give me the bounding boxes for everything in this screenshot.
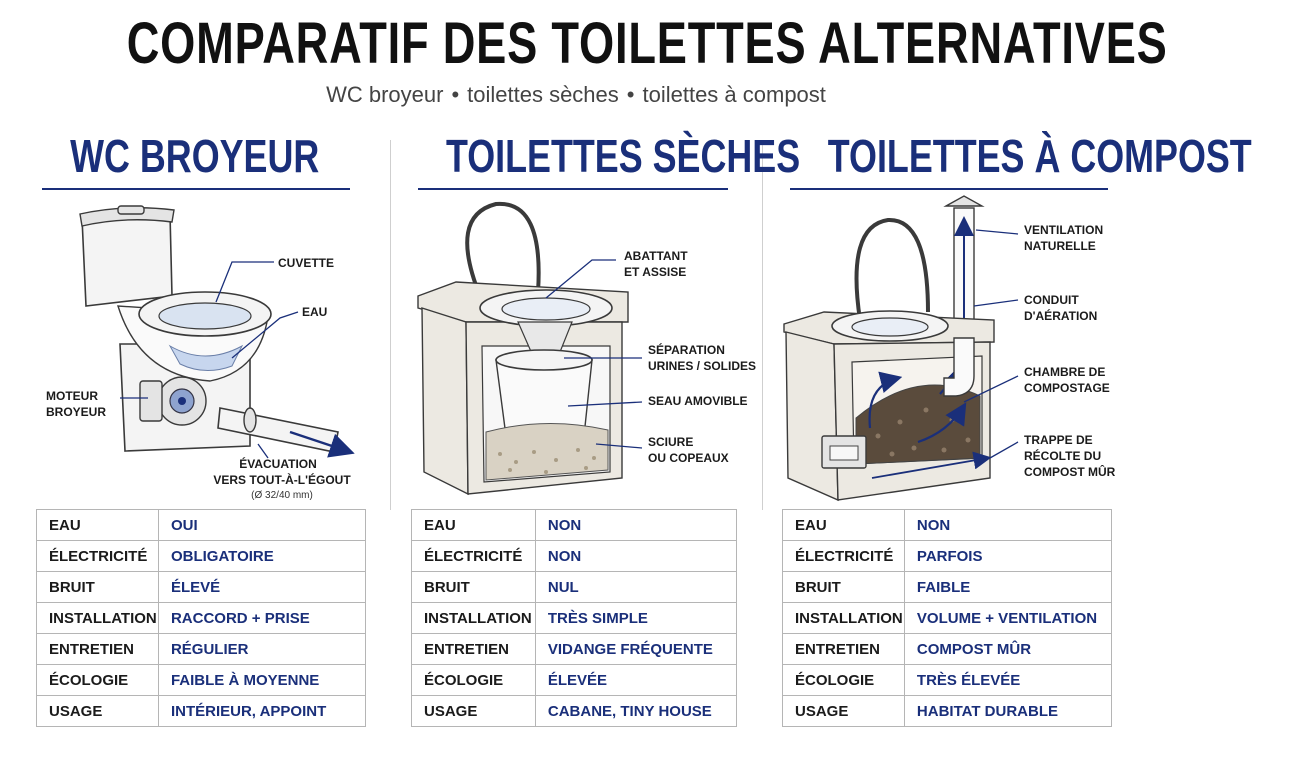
value-cell: TRÈS SIMPLE bbox=[535, 603, 736, 634]
table-row bbox=[37, 572, 366, 603]
compost-box-side bbox=[786, 332, 838, 500]
subtitle-toilettes-seches: toilettes sèches bbox=[467, 82, 619, 107]
criterion-cell: ENTRETIEN bbox=[783, 634, 905, 665]
label-copeaux: OU COPEAUX bbox=[648, 451, 729, 465]
value-cell: NON bbox=[904, 510, 1111, 541]
criterion-cell: BRUIT bbox=[412, 572, 536, 603]
criterion-cell: ÉCOLOGIE bbox=[37, 665, 159, 696]
value-cell: NUL bbox=[535, 572, 736, 603]
column-divider bbox=[762, 140, 763, 510]
criterion-cell: ÉLECTRICITÉ bbox=[783, 541, 905, 572]
table-row bbox=[412, 634, 737, 665]
heading-wc-broyeur: WC BROYEUR bbox=[70, 130, 320, 182]
value-cell: NON bbox=[535, 510, 736, 541]
table-row bbox=[783, 572, 1112, 603]
criterion-cell: ÉCOLOGIE bbox=[412, 665, 536, 696]
table-row bbox=[783, 634, 1112, 665]
value-cell: OBLIGATOIRE bbox=[158, 541, 365, 572]
table-row bbox=[412, 665, 737, 696]
value-cell: ÉLEVÉE bbox=[535, 665, 736, 696]
table-wc-broyeur bbox=[36, 509, 366, 727]
value-cell: FAIBLE À MOYENNE bbox=[158, 665, 365, 696]
value-cell: NON bbox=[535, 541, 736, 572]
value-cell: RACCORD + PRISE bbox=[158, 603, 365, 634]
label-recolte: RÉCOLTE DU bbox=[1024, 449, 1102, 463]
criterion-cell: USAGE bbox=[37, 696, 159, 727]
table-row bbox=[783, 603, 1112, 634]
table-row bbox=[37, 510, 366, 541]
table-row bbox=[37, 634, 366, 665]
label-urines-solides: URINES / SOLIDES bbox=[648, 359, 757, 373]
criterion-cell: INSTALLATION bbox=[783, 603, 905, 634]
tank-shape bbox=[82, 214, 172, 306]
label-diametre: (Ø 32/40 mm) bbox=[251, 490, 313, 501]
table-row bbox=[783, 510, 1112, 541]
criterion-cell: ÉCOLOGIE bbox=[783, 665, 905, 696]
label-assise: ET ASSISE bbox=[624, 265, 687, 279]
table-row bbox=[37, 665, 366, 696]
wc-broyeur-illustration bbox=[20, 196, 370, 508]
box-side bbox=[422, 308, 468, 494]
value-cell: VIDANGE FRÉQUENTE bbox=[535, 634, 736, 665]
table-row bbox=[37, 541, 366, 572]
criterion-cell: BRUIT bbox=[37, 572, 159, 603]
table-row bbox=[412, 572, 737, 603]
table-row bbox=[783, 541, 1112, 572]
label-aeration: D'AÉRATION bbox=[1024, 309, 1098, 323]
table-row bbox=[412, 696, 737, 727]
chimney-cap bbox=[946, 196, 982, 206]
criterion-cell: INSTALLATION bbox=[37, 603, 159, 634]
value-cell: COMPOST MÛR bbox=[904, 634, 1111, 665]
label-compost-mur: COMPOST MÛR bbox=[1024, 465, 1116, 479]
subtitle-toilettes-compost: toilettes à compost bbox=[642, 82, 826, 107]
table-toilettes-seches bbox=[411, 509, 737, 727]
value-cell: RÉGULIER bbox=[158, 634, 365, 665]
table-row bbox=[37, 696, 366, 727]
label-broyeur: BROYEUR bbox=[46, 405, 107, 419]
value-cell: HABITAT DURABLE bbox=[904, 696, 1111, 727]
value-cell: CABANE, TINY HOUSE bbox=[535, 696, 736, 727]
criterion-cell: USAGE bbox=[412, 696, 536, 727]
label-separation: SÉPARATION bbox=[648, 343, 725, 357]
criterion-cell: ÉLECTRICITÉ bbox=[412, 541, 536, 572]
heading-toilettes-seches: TOILETTES SÈCHES bbox=[445, 130, 801, 182]
heading-underline bbox=[418, 188, 728, 190]
subtitle-wc-broyeur: WC broyeur bbox=[326, 82, 444, 107]
criterion-cell: ÉLECTRICITÉ bbox=[37, 541, 159, 572]
table-row bbox=[783, 665, 1112, 696]
value-cell: ÉLEVÉ bbox=[158, 572, 365, 603]
label-evacuation: ÉVACUATION bbox=[239, 457, 317, 471]
table-row bbox=[37, 603, 366, 634]
value-cell: FAIBLE bbox=[904, 572, 1111, 603]
label-ventilation: VENTILATION bbox=[1024, 223, 1104, 237]
subtitle-separator: • bbox=[451, 82, 460, 107]
criterion-cell: INSTALLATION bbox=[412, 603, 536, 634]
label-seau: SEAU AMOVIBLE bbox=[648, 394, 748, 408]
criterion-cell: ENTRETIEN bbox=[412, 634, 536, 665]
value-cell: VOLUME + VENTILATION bbox=[904, 603, 1111, 634]
label-cuvette: CUVETTE bbox=[278, 256, 335, 270]
page-title: COMPARATIF DES TOILETTES ALTERNATIVES bbox=[126, 11, 1168, 76]
heading-underline bbox=[42, 188, 350, 190]
criterion-cell: EAU bbox=[783, 510, 905, 541]
table-row bbox=[412, 510, 737, 541]
value-cell: INTÉRIEUR, APPOINT bbox=[158, 696, 365, 727]
label-egout: VERS TOUT-À-L'ÉGOUT bbox=[213, 473, 351, 487]
label-trappe: TRAPPE DE bbox=[1024, 433, 1093, 447]
label-abattant: ABATTANT bbox=[624, 249, 688, 263]
label-conduit: CONDUIT bbox=[1024, 293, 1079, 307]
label-eau: EAU bbox=[302, 305, 328, 319]
table-row bbox=[412, 541, 737, 572]
toilettes-compost-illustration bbox=[768, 196, 1132, 508]
label-moteur: MOTEUR bbox=[46, 389, 98, 403]
page-subtitle bbox=[0, 80, 1152, 110]
subtitle-separator: • bbox=[626, 82, 635, 107]
value-cell: PARFOIS bbox=[904, 541, 1111, 572]
label-chambre: CHAMBRE DE bbox=[1024, 365, 1106, 379]
label-naturelle: NATURELLE bbox=[1024, 239, 1096, 253]
criterion-cell: EAU bbox=[37, 510, 159, 541]
table-row bbox=[783, 696, 1112, 727]
value-cell: TRÈS ÉLEVÉE bbox=[904, 665, 1111, 696]
heading-underline bbox=[790, 188, 1108, 190]
value-cell: OUI bbox=[158, 510, 365, 541]
heading-toilettes-compost: TOILETTES À COMPOST bbox=[827, 130, 1252, 182]
criterion-cell: ENTRETIEN bbox=[37, 634, 159, 665]
label-compostage: COMPOSTAGE bbox=[1024, 381, 1110, 395]
table-row bbox=[412, 603, 737, 634]
column-divider bbox=[390, 140, 391, 510]
table-toilettes-compost bbox=[782, 509, 1112, 727]
toilettes-seches-illustration bbox=[396, 196, 756, 508]
criterion-cell: BRUIT bbox=[783, 572, 905, 603]
criterion-cell: USAGE bbox=[783, 696, 905, 727]
criterion-cell: EAU bbox=[412, 510, 536, 541]
label-sciure: SCIURE bbox=[648, 435, 694, 449]
